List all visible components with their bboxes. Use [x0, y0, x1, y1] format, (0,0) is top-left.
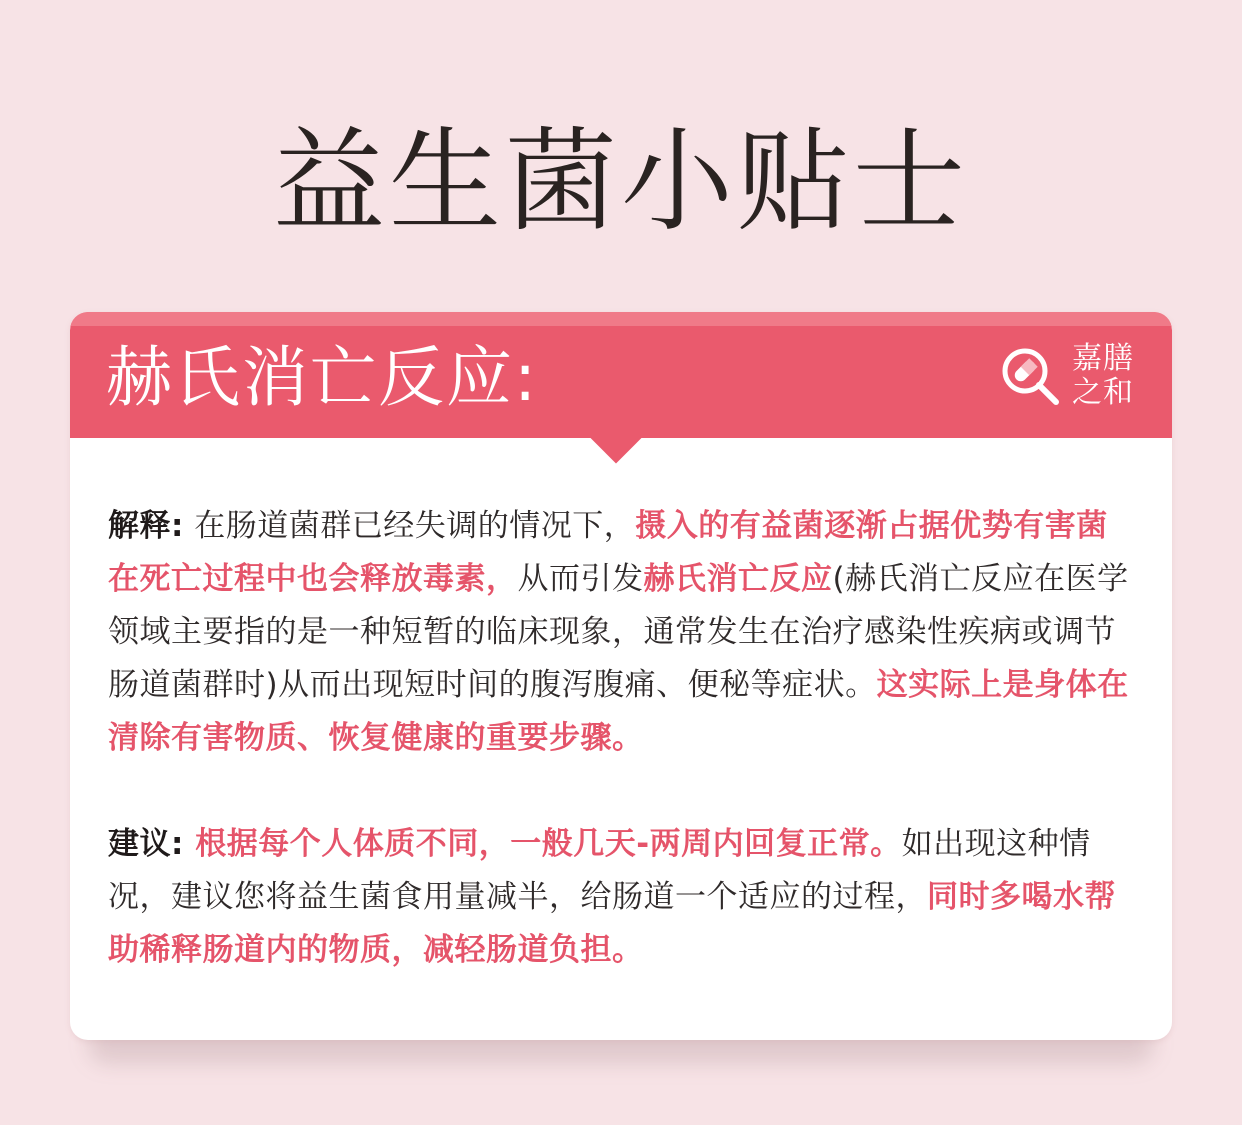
section-title: 赫氏消亡反应: — [106, 339, 539, 416]
explanation-paragraph — [108, 500, 1138, 765]
explanation-text-2: 从而引发 — [517, 561, 644, 597]
advice-highlight-1: 根据每个人体质不同，一般几天-两周内回复正常。 — [183, 826, 902, 862]
magnifier-capsule-icon — [998, 344, 1062, 408]
brand-logo — [998, 340, 1148, 414]
explanation-highlight-1: 摄入的有益菌逐渐占据优势有害菌在死亡过程中也会释放毒素， — [108, 508, 1108, 597]
advice-label: 建议: — [108, 826, 184, 862]
brand-name — [1072, 342, 1142, 410]
explanation-text-1: 在肠道菌群已经失调的情况下， — [183, 508, 636, 544]
card-body — [108, 500, 1138, 977]
advice-paragraph — [108, 818, 1138, 977]
header-highlight-strip — [70, 312, 1172, 326]
explanation-label: 解释: — [108, 508, 184, 544]
brand-name-line2: 之和 — [1072, 375, 1134, 410]
explanation-text-3: (赫氏消亡反应在医学领域主要指的是一种短暂的临床现象，通常发生在治疗感染性疾病或调节肠道菌群时)从而出现短时间的腹泻腹痛、便秘等症状。 — [108, 561, 1129, 703]
brand-name-line1: 嘉膳 — [1072, 341, 1134, 376]
explanation-highlight-2: 赫氏消亡反应 — [643, 561, 833, 597]
advice-highlight-2: 同时多喝水帮助稀释肠道内的物质，减轻肠道负担。 — [108, 879, 1116, 968]
tip-card — [70, 312, 1172, 1040]
page-title: 益生菌小贴士 — [273, 117, 969, 247]
advice-text-1: 如出现这种情况，建议您将益生菌食用量减半，给肠道一个适应的过程， — [108, 826, 1091, 915]
explanation-highlight-3: 这实际上是身体在清除有害物质、恢复健康的重要步骤。 — [108, 667, 1129, 756]
